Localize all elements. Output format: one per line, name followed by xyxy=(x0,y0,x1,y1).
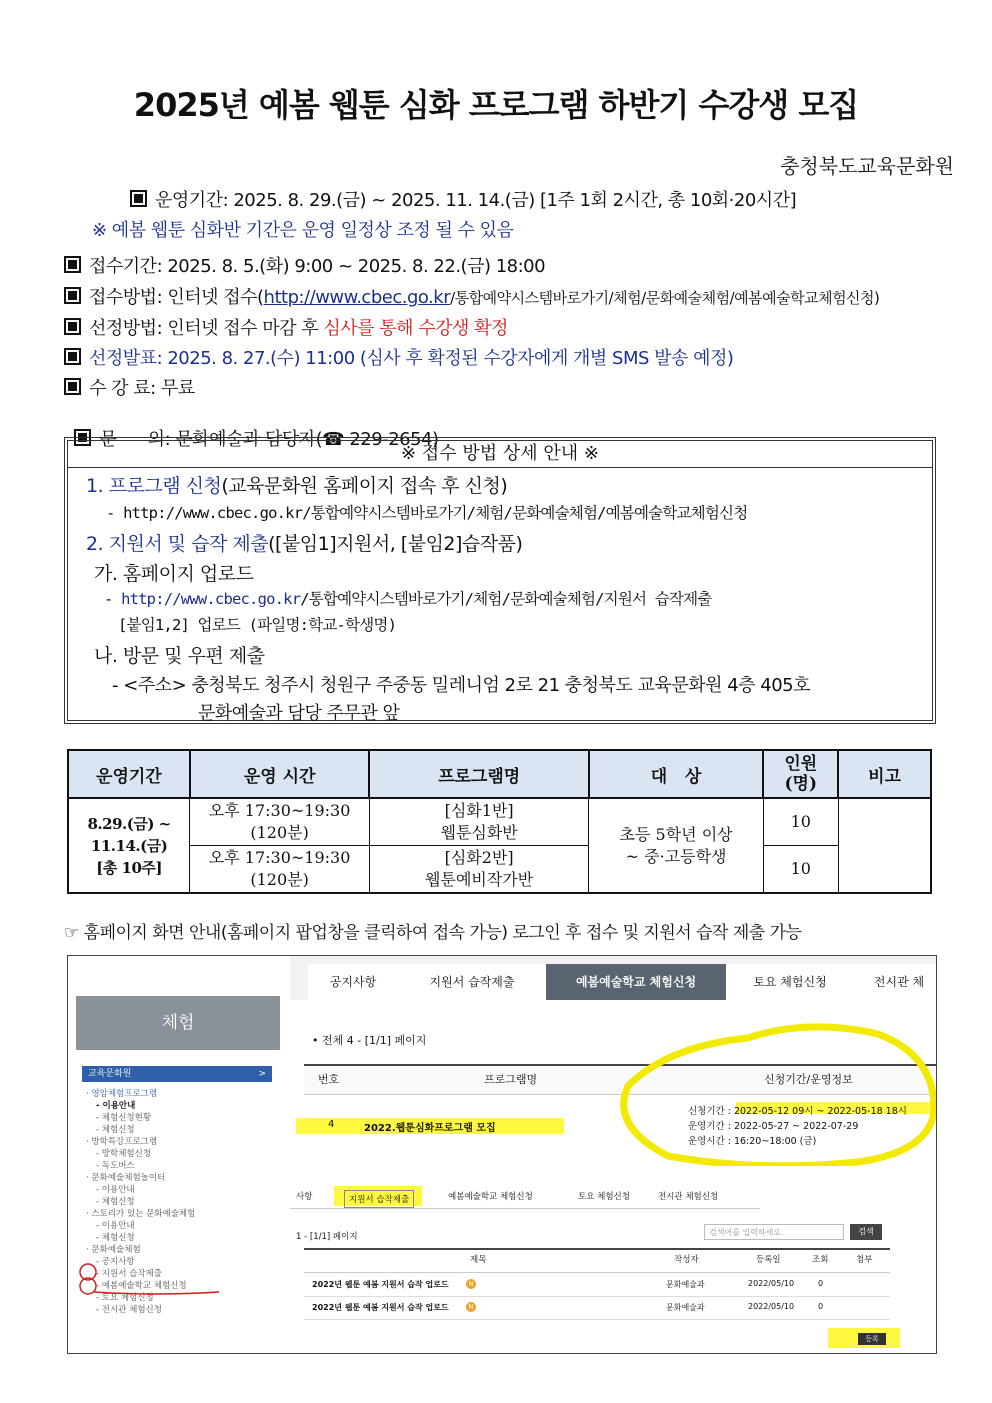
tab2-saturday[interactable]: 토요 체험신청 xyxy=(578,1192,630,1202)
sidebar-item[interactable]: - 체험신청 xyxy=(96,1197,135,1207)
contact-line: 문 의: 문화예술과 담당자(☎ 229-2654) xyxy=(64,404,439,451)
sidebar-item[interactable]: · 방학특강프로그램 xyxy=(86,1137,158,1147)
organization: 충청북도교육문화원 xyxy=(780,154,954,178)
col-no: 번호 xyxy=(318,1073,340,1086)
fee-line: 수 강 료: 무료 xyxy=(64,374,195,400)
chevron-right-icon: > xyxy=(258,1069,266,1079)
sidebar-title: 체험 xyxy=(76,996,280,1050)
period-cell: 8.29.(금) ~ 11.14.(금) [총 10주] xyxy=(68,798,190,893)
tab2-exhibition[interactable]: 전시관 체험신청 xyxy=(658,1192,719,1202)
count-cell: 10 xyxy=(763,846,838,894)
new-badge-icon: N xyxy=(466,1279,476,1289)
sidebar-item[interactable]: - 체험신청현황 xyxy=(96,1113,152,1123)
col-header-note: 비고 xyxy=(838,750,931,798)
sidebar-item[interactable]: - 전시관 체험신청 xyxy=(96,1305,162,1315)
page-count: • 전체 4 - [1/1] 페이지 xyxy=(312,1034,427,1047)
new-badge-icon: N xyxy=(466,1302,476,1312)
red-annotation-marks xyxy=(74,1262,224,1302)
application-guide-box xyxy=(67,440,933,724)
period-line: 운영기간: 2025. 8. 29.(금) ~ 2025. 11. 14.(금) [1주 1회 2시간, 총 10회·20시간] xyxy=(130,186,796,212)
table-row xyxy=(68,846,931,894)
guide-step1-url: - http://www.cbec.go.kr/통합예약시스템바로가기/체험/문화예술체험/예봄예술학교체험신청 xyxy=(106,504,748,522)
guide-title: ※ 접수 방법 상세 안내 ※ xyxy=(68,441,932,468)
square-bullet-icon xyxy=(64,256,81,273)
time-cell: 오후 17:30~19:30 (120분) xyxy=(190,798,370,846)
screenshot-sidebar xyxy=(68,956,291,1353)
tab-exhibition[interactable]: 전시관 체 xyxy=(854,964,936,1000)
col-info: 신청기간/운영정보 xyxy=(764,1073,853,1086)
col-header-target: 대 상 xyxy=(589,750,764,798)
sidebar-item[interactable]: - 토요 체험신청 xyxy=(96,1293,154,1303)
guide-step2a-url: - http://www.cbec.go.kr/통합예약시스템바로가기/체험/문화예술체험/지원서 습작제출 xyxy=(104,590,712,608)
announce-line: 선정발표: 2025. 8. 27.(수) 11:00 (심사 후 확정된 수강자에게 개별 SMS 발송 예정) xyxy=(64,344,733,370)
sidebar-item[interactable]: - 지원서 습작제출 xyxy=(96,1269,162,1279)
selection-line: 선정방법: 인터넷 접수 마감 후 심사를 통해 수강생 확정 xyxy=(64,314,508,340)
tab2-submission[interactable]: 지원서 습작제출 xyxy=(344,1190,414,1208)
yellow-circle-annotation xyxy=(608,1016,936,1166)
info-run-time: 운영시간 : 16:20~18:00 (금) xyxy=(688,1136,817,1147)
guide-homepage-link[interactable]: http://www.cbec.go.kr xyxy=(121,590,301,608)
note-cell xyxy=(838,798,931,893)
sidebar-item[interactable]: · 스토리가 있는 문화예술체험 xyxy=(86,1209,196,1219)
table-row xyxy=(68,798,931,846)
target-cell: 초등 5학년 이상 ~ 중·고등학생 xyxy=(589,798,764,893)
guide-step1: 1. 프로그램 신청(교육문화원 홈페이지 접속 후 신청) xyxy=(86,475,508,497)
screenshot-bottom xyxy=(290,1166,936,1353)
col-header-program: 프로그램명 xyxy=(369,750,588,798)
square-bullet-icon xyxy=(64,287,81,304)
homepage-screenshot xyxy=(67,955,937,1354)
sidebar-item[interactable]: - 이용안내 xyxy=(96,1101,136,1111)
sidebar-item[interactable]: · 영암체험프로그램 xyxy=(86,1089,158,1099)
square-bullet-icon xyxy=(130,190,147,207)
period-note: ※ 예봄 웹툰 심화반 기간은 운영 일정상 조정 될 수 있음 xyxy=(92,220,514,241)
sidebar-item[interactable]: - 공지사항 xyxy=(96,1257,135,1267)
col2-date: 등록일 xyxy=(756,1255,781,1265)
col-program: 프로그램명 xyxy=(484,1073,538,1086)
square-bullet-icon xyxy=(64,378,81,395)
col2-title: 제목 xyxy=(470,1255,487,1265)
sidebar-item[interactable]: · 문화예술체험 xyxy=(86,1245,141,1255)
sidebar-item[interactable]: - 이용안내 xyxy=(96,1185,135,1195)
schedule-header-row xyxy=(68,750,931,798)
tab2-notice[interactable]: 사항 xyxy=(296,1192,313,1202)
guide-step2: 2. 지원서 및 습작 제출([붙임1]지원서, [붙임2]습작품) xyxy=(86,533,523,555)
sidebar-head[interactable]: 교육문화원 > xyxy=(82,1066,272,1082)
tab2-experience-apply[interactable]: 예봄예술학교 체험신청 xyxy=(448,1192,533,1202)
guide-upload-note: [붙임1,2] 업로드 (파일명:학교-학생명) xyxy=(118,616,397,634)
col2-views: 조회 xyxy=(812,1255,829,1265)
guide-address-line2: 문화예술과 담당 주무관 앞 xyxy=(198,703,400,724)
guide-step2b: 나. 방문 및 우편 제출 xyxy=(94,645,265,667)
search-input[interactable]: 검색어를 입력하세요. xyxy=(704,1224,844,1240)
page-title: 2025년 예봄 웹툰 심화 프로그램 하반기 수강생 모집 xyxy=(133,86,859,124)
count-cell: 10 xyxy=(763,798,838,846)
search-button[interactable]: 검색 xyxy=(850,1224,882,1240)
sidebar-item[interactable]: · 문화예술체험놀이터 xyxy=(86,1173,166,1183)
col2-attach: 첨부 xyxy=(856,1255,873,1265)
info-apply-period: 신청기간 : 2022-05-12 09시 ~ 2022-05-18 18시 xyxy=(688,1106,907,1117)
list-header-2 xyxy=(304,1248,890,1273)
col2-author: 작성자 xyxy=(674,1255,699,1265)
sidebar-item[interactable]: - 예봄예술학교 체험신청 xyxy=(96,1281,187,1291)
schedule-table xyxy=(67,749,932,894)
method-line: 접수방법: 인터넷 접수(http://www.cbec.go.kr/통합예약시스템바로가기/체험/문화예술체험/예봄예술학교체험신청) xyxy=(64,283,879,309)
sidebar-item[interactable]: - 이용안내 xyxy=(96,1221,135,1231)
tab-notice[interactable]: 공지사항 xyxy=(308,964,399,1000)
program-cell: [심화1반] 웹툰심화반 xyxy=(369,798,588,846)
col-header-count: 인원 (명) xyxy=(763,750,838,798)
table-row[interactable]: 2022년 웹툰 예봄 지원서 습작 업로드 N 문화예술과 2022/05/10 0 xyxy=(304,1274,890,1297)
homepage-link[interactable]: http://www.cbec.go.kr xyxy=(263,287,451,308)
guide-step2a: 가. 홈페이지 업로드 xyxy=(94,563,254,585)
screenshot-top xyxy=(290,956,936,1167)
program-cell: [심화2반] 웹툰예비작가반 xyxy=(369,846,588,894)
col-header-period: 운영기간 xyxy=(68,750,190,798)
sidebar-item[interactable]: - 독도버스 xyxy=(96,1161,135,1171)
row-no: 4 xyxy=(328,1119,335,1130)
info-run-period: 운영기간 : 2022-05-27 ~ 2022-07-29 xyxy=(688,1121,859,1132)
homepage-note: ☞ 홈페이지 화면 안내(홈페이지 팝업창을 클릭하여 접속 가능) 로그인 후 접수 및 지원서 습작 제출 가능 xyxy=(64,923,802,943)
page-count-2: 1 - [1/1] 페이지 xyxy=(296,1232,358,1242)
register-button[interactable]: 등록 xyxy=(858,1333,886,1345)
sidebar-item[interactable]: - 체험신청 xyxy=(96,1125,135,1135)
reception-line: 접수기간: 2025. 8. 5.(화) 9:00 ~ 2025. 8. 22.(금) 18:00 xyxy=(64,252,545,278)
sidebar-item[interactable]: - 체험신청 xyxy=(96,1233,135,1243)
tab-saturday[interactable]: 토요 체험신청 xyxy=(726,964,855,1000)
row-program-link[interactable]: 2022.웹툰심화프로그램 모집 xyxy=(364,1123,496,1134)
guide-address-line1: - <주소> 충청북도 청주시 청원구 주중동 밀레니엄 2로 21 충청북도 교육문화원 4층 405호 xyxy=(112,675,811,696)
square-bullet-icon xyxy=(64,348,81,365)
table-row[interactable]: 2022년 웹툰 예봄 지원서 습작 업로드 N 문화예술과 2022/05/10 0 xyxy=(304,1297,890,1320)
sidebar-item[interactable]: - 방학체험신청 xyxy=(96,1149,152,1159)
col-header-time: 운영 시간 xyxy=(190,750,370,798)
tab-experience-apply[interactable]: 예봄예술학교 체험신청 xyxy=(546,964,727,1000)
square-bullet-icon xyxy=(64,318,81,335)
tab-submission[interactable]: 지원서 습작제출 xyxy=(398,964,547,1000)
time-cell: 오후 17:30~19:30 (120분) xyxy=(190,846,370,894)
